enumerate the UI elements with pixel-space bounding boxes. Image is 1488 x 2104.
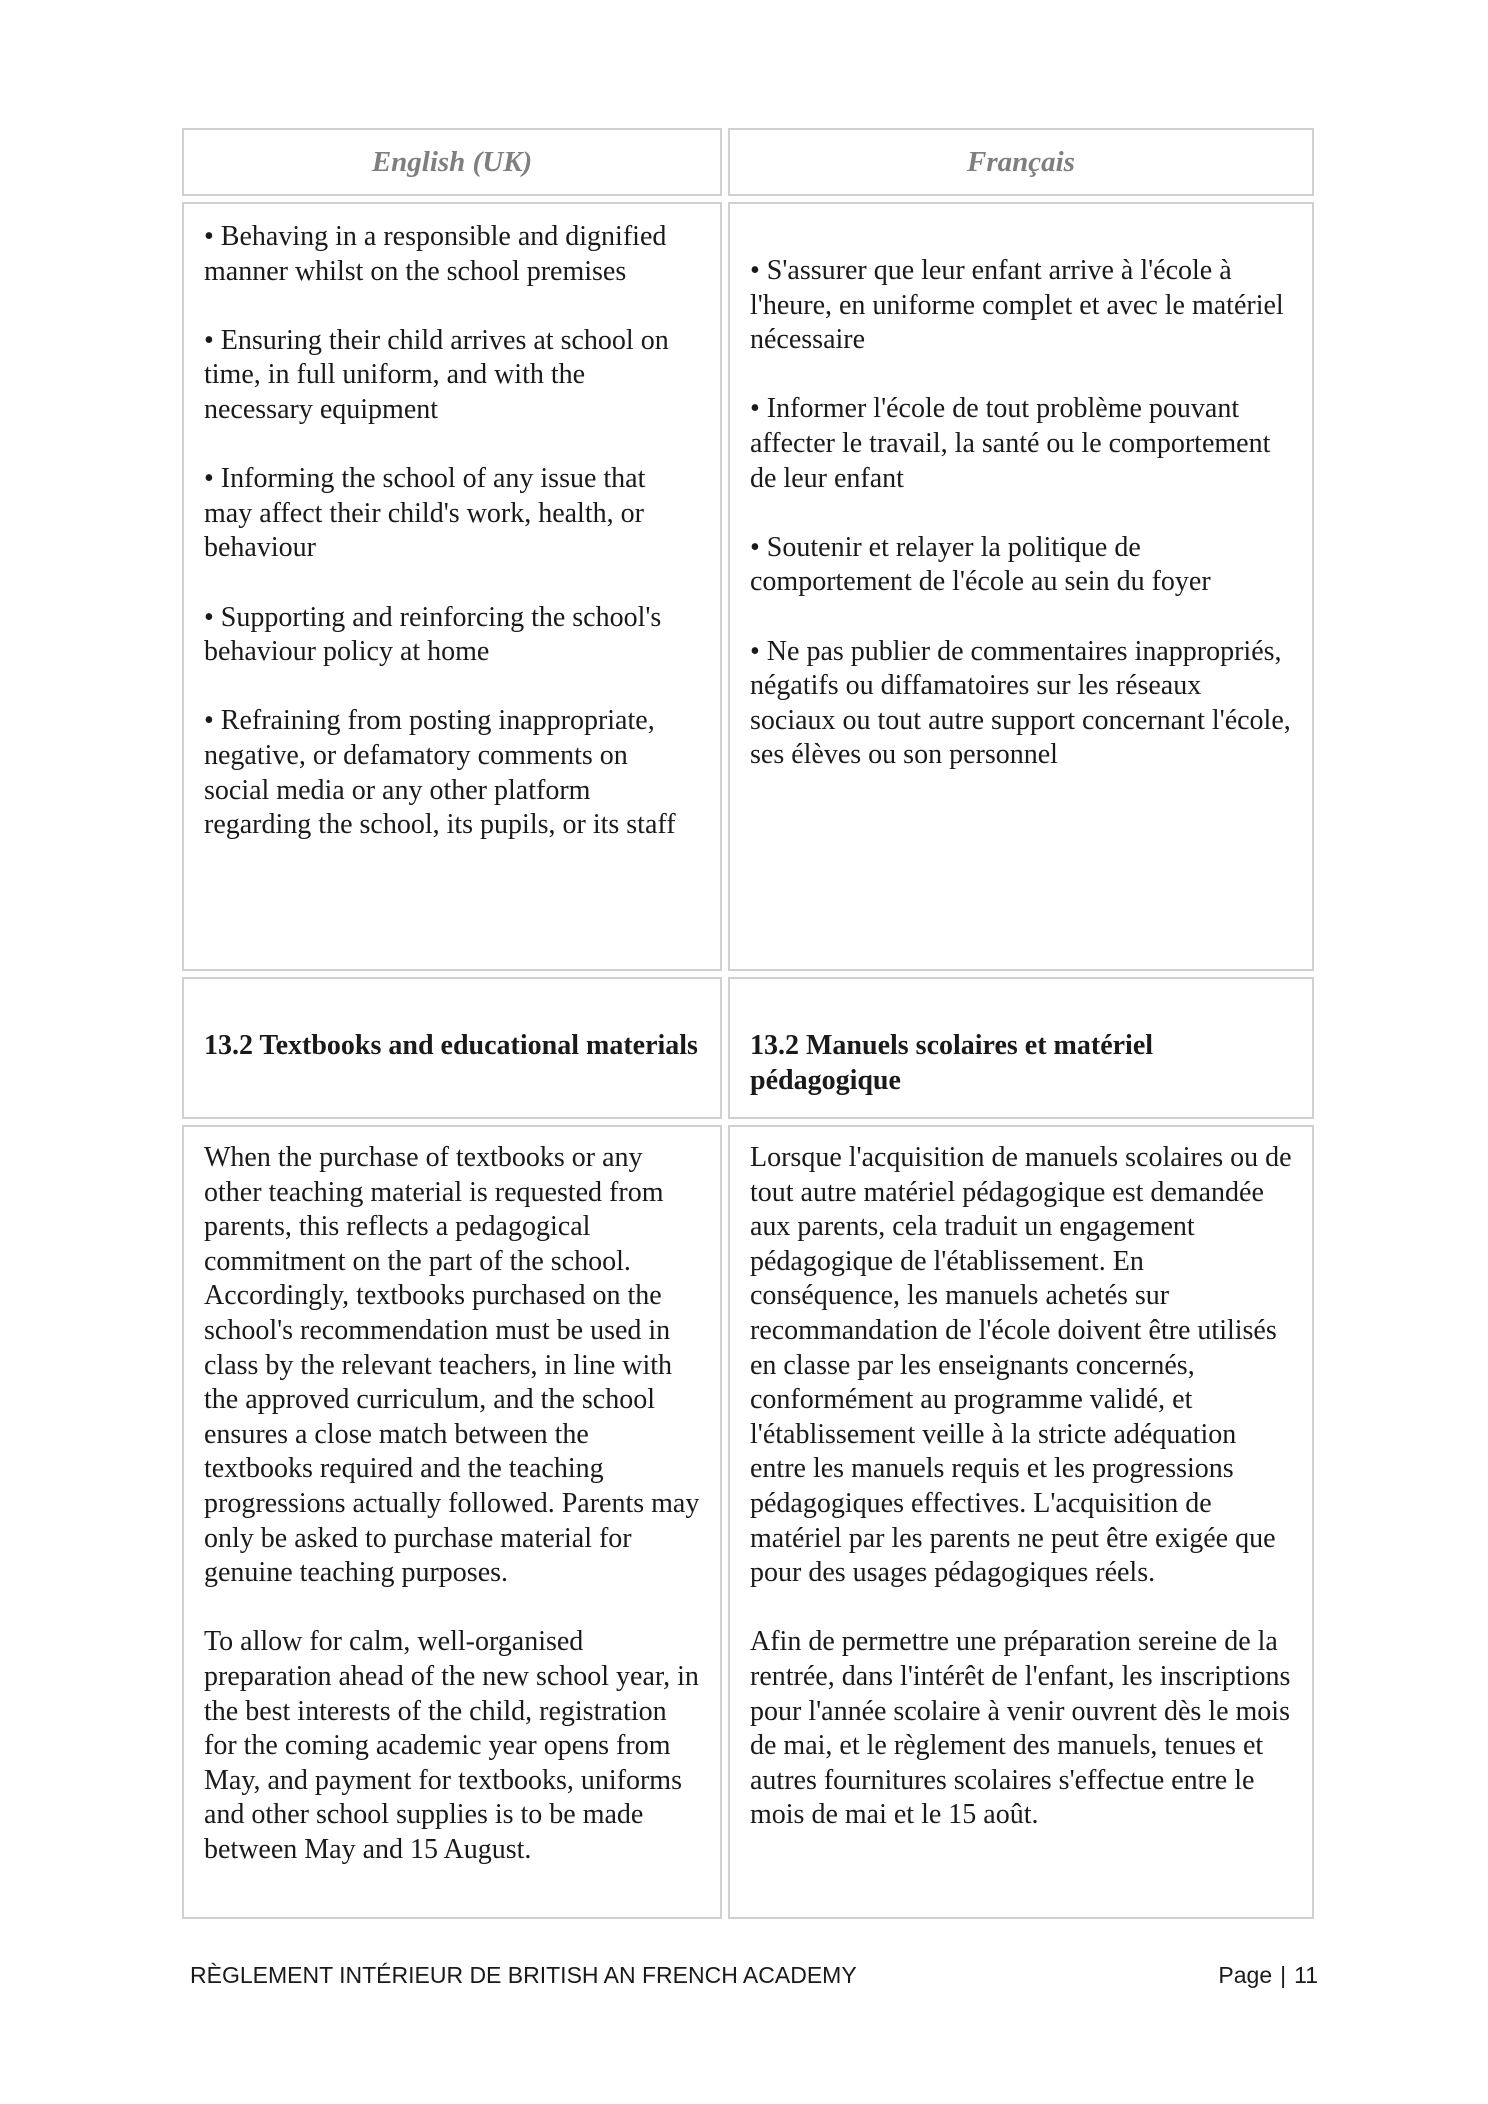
responsibilities-row bbox=[182, 202, 1314, 971]
english-section-heading: 13.2 Textbooks and educational materials bbox=[182, 977, 722, 1119]
french-bullet: • S'assurer que leur enfant arrive à l'école à l'heure, en uniforme complet et avec le matériel nécessaire bbox=[750, 255, 1284, 356]
english-body-cell bbox=[182, 1125, 722, 1919]
english-paragraph: When the purchase of textbooks or any other teaching material is requested from parents, this reflects a pedagogical commitment on the part of the school. Accordingly, textbooks purchased on the school's recommendation must be used in class by the relevant teachers, in line with the approved curriculum, and the school ensures a close match between the textbooks required and the teaching progressions actually followed. Parents may only be asked to purchase material for genuine teaching purposes. bbox=[204, 1142, 700, 1589]
french-bullets-cell bbox=[728, 202, 1314, 971]
english-bullets-cell bbox=[182, 202, 722, 971]
french-section-heading: 13.2 Manuels scolaires et matériel pédagogique bbox=[728, 977, 1314, 1119]
header-french: Français bbox=[728, 128, 1314, 196]
section-heading-row bbox=[182, 977, 1314, 1119]
page-number: 11 bbox=[1294, 1962, 1318, 1988]
page-indicator bbox=[1218, 1962, 1318, 1989]
english-bullet: • Refraining from posting inappropriate, negative, or defamatory comments on social media or any other platform regarding the school, its pupils, or its staff bbox=[204, 705, 676, 841]
page-label: Page bbox=[1218, 1962, 1273, 1988]
bilingual-table bbox=[176, 122, 1320, 1925]
french-body-cell bbox=[728, 1125, 1314, 1919]
page-separator: | bbox=[1280, 1962, 1287, 1988]
french-bullet: • Soutenir et relayer la politique de comportement de l'école au sein du foyer bbox=[750, 531, 1211, 598]
french-bullet: • Informer l'école de tout problème pouvant affecter le travail, la santé ou le comportement de leur enfant bbox=[750, 393, 1271, 494]
french-paragraph: Afin de permettre une préparation sereine de la rentrée, dans l'intérêt de l'enfant, les inscriptions pour l'année scolaire à venir ouvrent dès le mois de mai, et le règlement des manuels, tenues et autres fournitures scolaires s'effectue entre le mois de mai et le 15 août. bbox=[750, 1626, 1291, 1831]
language-header-row bbox=[182, 128, 1314, 196]
english-bullet: • Behaving in a responsible and dignified manner whilst on the school premises bbox=[204, 221, 667, 287]
section-body-row bbox=[182, 1125, 1314, 1919]
english-bullet: • Informing the school of any issue that may affect their child's work, health, or behaviour bbox=[204, 463, 646, 564]
header-english: English (UK) bbox=[182, 128, 722, 196]
english-paragraph: To allow for calm, well-organised preparation ahead of the new school year, in the best interests of the child, registration for the coming academic year opens from May, and payment for textbooks, uniforms and other school supplies is to be made between May and 15 August. bbox=[204, 1626, 699, 1865]
english-bullet: • Ensuring their child arrives at school on time, in full uniform, and with the necessary equipment bbox=[204, 324, 669, 425]
french-paragraph: Lorsque l'acquisition de manuels scolaires ou de tout autre matériel pédagogique est demandée aux parents, cela traduit un engagement pédagogique de l'établissement. En conséquence, les manuels achetés sur recommandation de l'école doivent être utilisés en classe par les enseignants concernés, conformément au programme validé, et l'établissement veille à la stricte adéquation entre les manuels requis et les progressions pédagogiques effectives. L'acquisition de matériel par les parents ne peut être exigée que pour des usages pédagogiques réels. bbox=[750, 1142, 1292, 1589]
english-bullet: • Supporting and reinforcing the school's behaviour policy at home bbox=[204, 601, 662, 668]
french-bullet: • Ne pas publier de commentaires inappropriés, négatifs ou diffamatoires sur les réseaux sociaux ou tout autre support concernant l'école, ses élèves ou son personnel bbox=[750, 635, 1291, 771]
footer-title: RÈGLEMENT INTÉRIEUR DE BRITISH AN FRENCH ACADEMY bbox=[190, 1962, 857, 1988]
